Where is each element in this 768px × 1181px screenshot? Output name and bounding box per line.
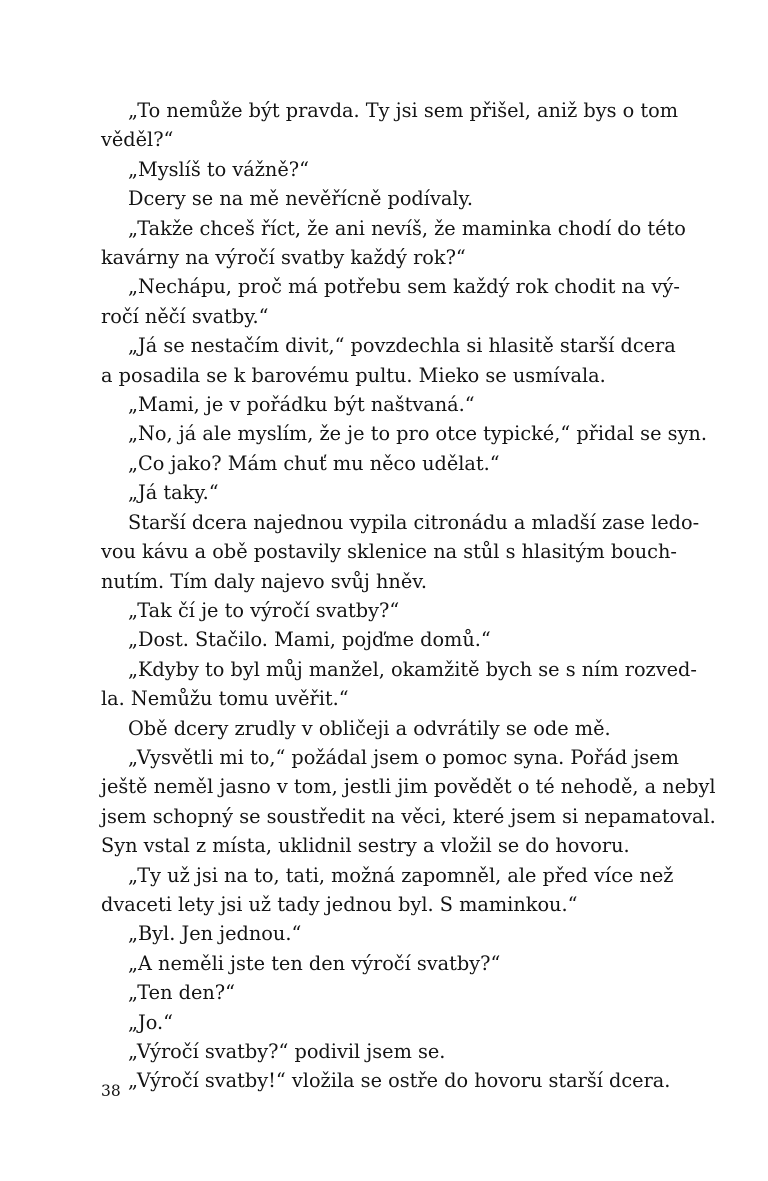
text-line: kavárny na výročí svatby každý rok?“ bbox=[101, 246, 466, 270]
text-line: „No, já ale myslím, že je to pro otce typické,“ přidal se syn. bbox=[128, 422, 707, 446]
text-line: „Myslíš to vážně?“ bbox=[128, 157, 309, 181]
paragraph bbox=[101, 655, 697, 714]
paragraph bbox=[101, 1008, 667, 1037]
paragraph bbox=[101, 272, 680, 331]
paragraph bbox=[101, 1037, 667, 1066]
text-line: „Takže chceš říct, že ani nevíš, že maminka chodí do této bbox=[128, 216, 686, 240]
text-line: Syn vstal z místa, uklidnil sestry a vložil se do hovoru. bbox=[101, 834, 630, 858]
text-line: „Tak čí je to výročí svatby?“ bbox=[128, 598, 400, 622]
text-line: Dcery se na mě nevěřícně podívaly. bbox=[128, 187, 473, 211]
paragraph bbox=[101, 1066, 671, 1095]
text-line: dvaceti lety jsi už tady jednou byl. S maminkou.“ bbox=[101, 892, 578, 916]
paragraph bbox=[101, 596, 667, 625]
text-line: Obě dcery zrudly v obličeji a odvrátily se ode mě. bbox=[128, 716, 611, 740]
text-line: věděl?“ bbox=[101, 128, 174, 152]
text-line: ročí něčí svatby.“ bbox=[101, 304, 269, 328]
text-line: ještě neměl jasno v tom, jestli jim povědět o té nehodě, a nebyl bbox=[101, 775, 716, 799]
paragraph bbox=[101, 714, 667, 743]
body-text bbox=[101, 96, 716, 1096]
text-line: „Ten den?“ bbox=[128, 981, 235, 1005]
paragraph bbox=[101, 184, 667, 213]
text-line: „Co jako? Mám chuť mu něco udělat.“ bbox=[128, 451, 500, 475]
text-line: „Byl. Jen jednou.“ bbox=[128, 922, 302, 946]
text-line: „Výročí svatby?“ podivil jsem se. bbox=[128, 1040, 446, 1063]
text-line: „Jo.“ bbox=[128, 1010, 173, 1034]
paragraph bbox=[101, 508, 700, 596]
text-line: „Kdyby to byl můj manžel, okamžitě bych se s ním rozved- bbox=[128, 657, 697, 681]
text-line: Starší dcera najednou vypila citronádu a mladší zase ledo- bbox=[128, 510, 700, 534]
paragraph bbox=[101, 449, 667, 478]
text-line: „Nechápu, proč má potřebu sem každý rok chodit na vý- bbox=[128, 275, 680, 299]
paragraph bbox=[101, 96, 679, 155]
text-line: „Mami, je v pořádku být naštvaná.“ bbox=[128, 393, 475, 417]
text-line: „Výročí svatby!“ vložila se ostře do hovoru starší dcera. bbox=[128, 1069, 671, 1093]
text-line: „A neměli jste ten den výročí svatby?“ bbox=[128, 951, 501, 975]
text-line: „Vysvětli mi to,“ požádal jsem o pomoc syna. Pořád jsem bbox=[128, 745, 679, 769]
text-line: nutím. Tím daly najevo svůj hněv. bbox=[101, 569, 427, 593]
page-number: 38 bbox=[101, 1082, 121, 1100]
text-line: „Dost. Stačilo. Mami, pojďme domů.“ bbox=[128, 628, 491, 652]
paragraph bbox=[101, 861, 674, 920]
text-line: „Ty už jsi na to, tati, možná zapomněl, ale před více než bbox=[128, 863, 674, 887]
paragraph bbox=[101, 478, 667, 507]
paragraph bbox=[101, 919, 667, 948]
text-line: jsem schopný se soustředit na věci, které jsem si nepamatoval. bbox=[101, 804, 716, 828]
text-line: „Já taky.“ bbox=[128, 481, 219, 505]
paragraph bbox=[101, 390, 667, 419]
text-line: a posadila se k barovému pultu. Mieko se usmívala. bbox=[101, 363, 606, 387]
text-line: „Já se nestačím divit,“ povzdechla si hlasitě starší dcera bbox=[128, 334, 676, 358]
paragraph bbox=[101, 949, 667, 978]
paragraph bbox=[101, 214, 686, 273]
paragraph bbox=[101, 331, 676, 390]
text-line: „To nemůže být pravda. Ty jsi sem přišel, aniž bys o tom bbox=[128, 99, 679, 122]
paragraph bbox=[101, 625, 667, 654]
text-line: vou kávu a obě postavily sklenice na stůl s hlasitým bouch- bbox=[101, 540, 677, 564]
paragraph bbox=[101, 155, 667, 184]
paragraph bbox=[101, 978, 667, 1007]
text-line: la. Nemůžu tomu uvěřit.“ bbox=[101, 687, 349, 711]
paragraph bbox=[101, 419, 707, 448]
paragraph bbox=[101, 743, 716, 861]
